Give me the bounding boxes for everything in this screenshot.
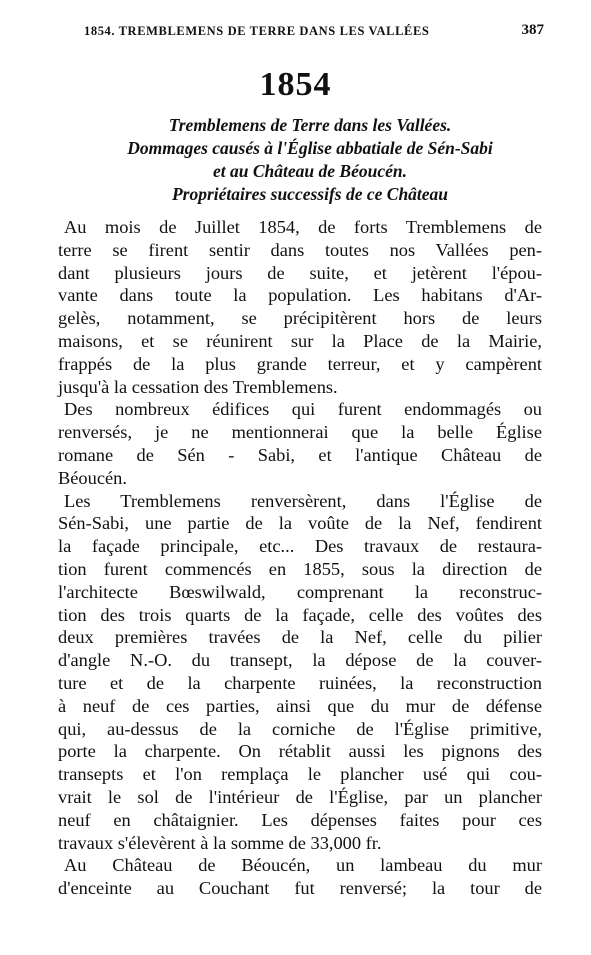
text-line: renversés, je ne mentionnerai que la belle Église xyxy=(58,422,542,443)
text-line: vrait le sol de l'intérieur de l'Église, par un plancher xyxy=(58,786,542,807)
text-line: à neuf de ces parties, ainsi que du mur de défense xyxy=(58,695,542,716)
text-line: gelès, notamment, se précipitèrent hors de leurs xyxy=(58,308,542,329)
text-line: neuf en châtaignier. Les dépenses faites pour ces xyxy=(58,809,542,830)
text-line: dant plusieurs jours de suite, et jetèrent l'épou- xyxy=(58,262,542,283)
subtitle-line: Propriétaires successifs de ce Château xyxy=(171,184,449,204)
page-number: 387 xyxy=(521,22,544,38)
text-line: qui, au-dessus de la corniche de l'Église primitive, xyxy=(58,718,542,739)
text-line: tion des trois quarts de la façade, celle des voûtes des xyxy=(58,604,542,625)
text-line: vante dans toute la population. Les habitans d'Ar- xyxy=(58,285,542,306)
section-subtitle xyxy=(40,114,580,206)
text-line: terre se firent sentir dans toutes nos Vallées pen- xyxy=(58,239,542,260)
text-line: romane de Sén - Sabi, et l'antique Château de xyxy=(58,444,542,465)
text-line: Au mois de Juillet 1854, de forts Tremblemens de xyxy=(64,217,542,237)
text-line: l'architecte Bœswilwald, comprenant la reconstruc- xyxy=(58,581,542,602)
text-line: deux premières travées de la Nef, celle du pilier xyxy=(58,627,542,648)
text-line: tion furent commencés en 1855, sous la direction de xyxy=(58,558,542,579)
text-line: frappés de la plus grande terreur, et y campèrent xyxy=(58,353,542,374)
text-line: Les Tremblemens renversèrent, dans l'Église de xyxy=(64,490,542,511)
subtitle-line: Tremblemens de Terre dans les Vallées. xyxy=(168,115,452,135)
text-line: d'enceinte au Couchant fut renversé; la tour de xyxy=(58,878,542,899)
text-line: maisons, et se réunirent sur la Place de la Mairie, xyxy=(58,330,542,351)
text-line: Sén-Sabi, une partie de la voûte de la Nef, fendirent xyxy=(58,513,542,534)
running-title: 1854. TREMBLEMENS DE TERRE DANS LES VALLÉES xyxy=(84,24,430,38)
text-line: Béoucén. xyxy=(58,467,127,488)
text-line: Des nombreux édifices qui furent endommagés ou xyxy=(64,399,542,420)
section-year-heading: 1854 xyxy=(259,66,332,103)
text-line: la façade principale, etc... Des travaux de restaura- xyxy=(58,536,542,557)
subtitle-line: Dommages causés à l'Église abbatiale de Sén-Sabi xyxy=(127,138,493,158)
text-line: jusqu'à la cessation des Tremblemens. xyxy=(58,376,338,397)
text-line: travaux s'élevèrent à la somme de 33,000 fr. xyxy=(58,832,382,853)
text-line: ture et de la charpente ruinées, la reconstruction xyxy=(58,672,542,693)
text-line: d'angle N.-O. du transept, la dépose de la couver- xyxy=(58,650,542,671)
text-line: Au Château de Béoucén, un lambeau du mur xyxy=(64,855,542,876)
running-head xyxy=(84,22,544,46)
body-text xyxy=(58,216,542,900)
text-line: porte la charpente. On rétablit aussi les pignons des xyxy=(58,741,542,762)
text-line: transepts et l'on remplaça le plancher usé qui cou- xyxy=(58,764,542,785)
subtitle-line: et au Château de Béoucén. xyxy=(213,161,407,181)
